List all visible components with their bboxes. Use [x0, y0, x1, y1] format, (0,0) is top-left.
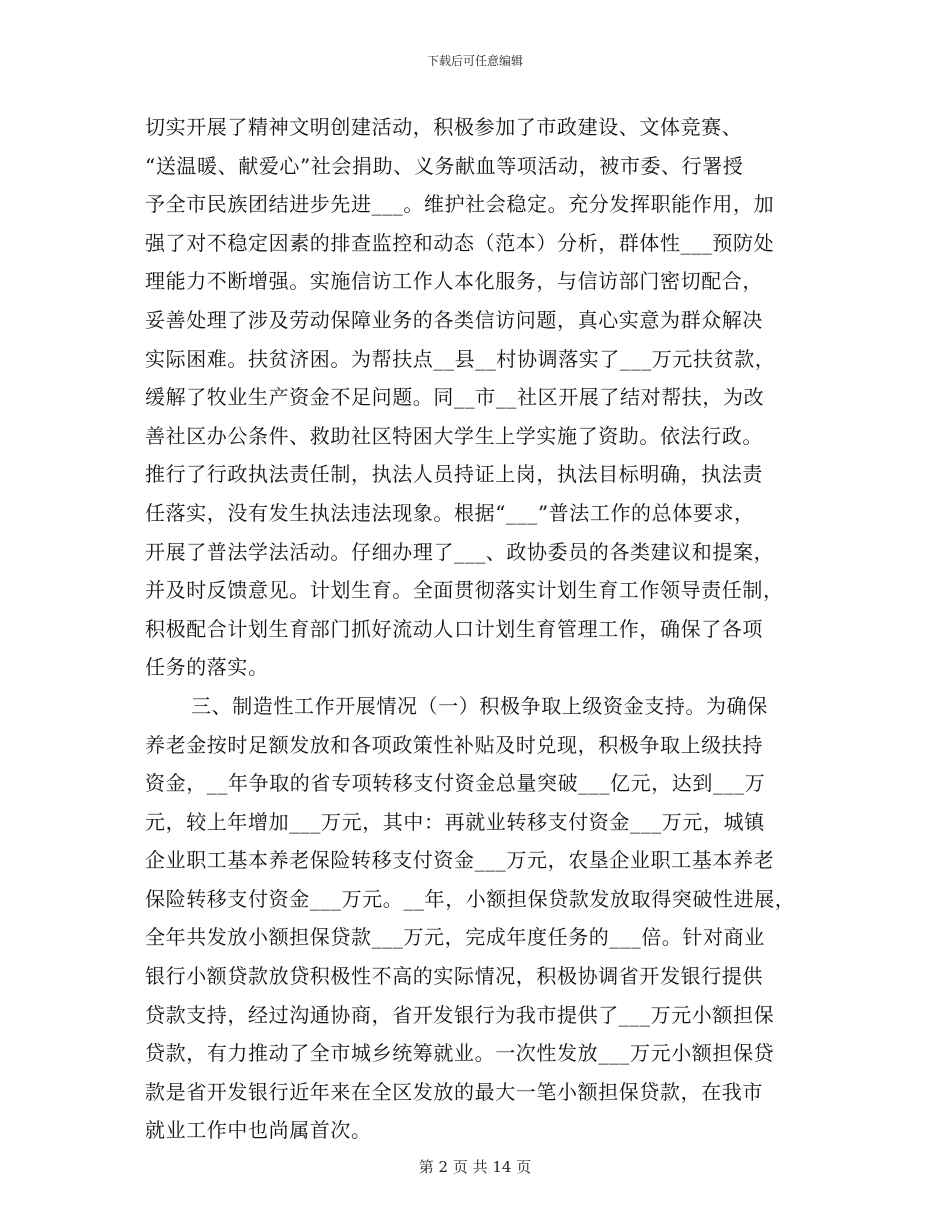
text-line: 贷款支持，经过沟通协商，省开发银行为我市提供了___万元小额担保 — [145, 1002, 775, 1027]
text-line: 银行小额贷款放贷积极性不高的实际情况，积极协调省开发银行提供 — [145, 964, 763, 989]
text-line: 资金，__年争取的省专项转移支付资金总量突破___亿元，达到___万 — [145, 771, 766, 796]
text-line: 开展了普法学法活动。仔细办理了___、政协委员的各类建议和提案， — [145, 539, 775, 564]
text-line: 贷款，有力推动了全市城乡统筹就业。一次性发放___万元小额担保贷 — [145, 1041, 775, 1066]
text-line: 予全市民族团结进步先进___。维护社会稳定。充分发挥职能作用，加 — [145, 192, 775, 217]
text-line: 款是省开发银行近年来在全区发放的最大一笔小额担保贷款，在我市 — [145, 1079, 763, 1104]
text-line: 妥善处理了涉及劳动保障业务的各类信访问题，真心实意为群众解决 — [145, 307, 763, 332]
text-line: 缓解了牧业生产资金不足问题。同__市__社区开展了结对帮扶，为改 — [145, 385, 765, 410]
text-line: 企业职工基本养老保险转移支付资金___万元，农垦企业职工基本养老 — [145, 848, 775, 873]
text-line: 强了对不稳定因素的排查监控和动态（范本）分析，群体性___预防处 — [145, 230, 775, 255]
text-line: 保险转移支付资金___万元。__年，小额担保贷款发放取得突破性进展， — [145, 886, 796, 911]
text-line: 养老金按时足额发放和各项政策性补贴及时兑现，积极争取上级扶持 — [145, 732, 763, 757]
text-line: “送温暖、献爱心”社会捐助、义务献血等项活动，被市委、行署授 — [145, 153, 744, 178]
document-body — [145, 108, 825, 1150]
text-line: 善社区办公条件、救助社区特困大学生上学实施了资助。依法行政。 — [145, 423, 763, 448]
section-heading-line: 三、制造性工作开展情况（一）积极争取上级资金支持。为确保 — [191, 693, 768, 718]
text-line: 理能力不断增强。实施信访工作人本化服务，与信访部门密切配合， — [145, 269, 763, 294]
text-line: 就业工作中也尚属首次。 — [145, 1118, 372, 1143]
text-line: 元，较上年增加___万元，其中：再就业转移支付资金___万元，城镇 — [145, 809, 765, 834]
text-line: 并及时反馈意见。计划生育。全面贯彻落实计划生育工作领导责任制， — [145, 578, 784, 603]
text-line: 任落实，没有发生执法违法现象。根据“___”普法工作的总体要求， — [145, 500, 755, 525]
page-number-footer: 第 2 页 共 14 页 — [418, 1158, 532, 1176]
text-line: 任务的落实。 — [145, 655, 269, 680]
text-line: 推行了行政执法责任制，执法人员持证上岗，执法目标明确，执法责 — [145, 462, 763, 487]
page-header-note: 下载后可任意编辑 — [426, 54, 523, 68]
text-line: 实际困难。扶贫济困。为帮扶点__县__村协调落实了___万元扶贫款， — [145, 346, 776, 371]
text-line: 全年共发放小额担保贷款___万元，完成年度任务的___倍。针对商业 — [145, 925, 765, 950]
text-line: 积极配合计划生育部门抓好流动人口计划生育管理工作，确保了各项 — [145, 616, 763, 641]
text-line: 切实开展了精神文明创建活动，积极参加了市政建设、文体竞赛、 — [145, 115, 743, 139]
